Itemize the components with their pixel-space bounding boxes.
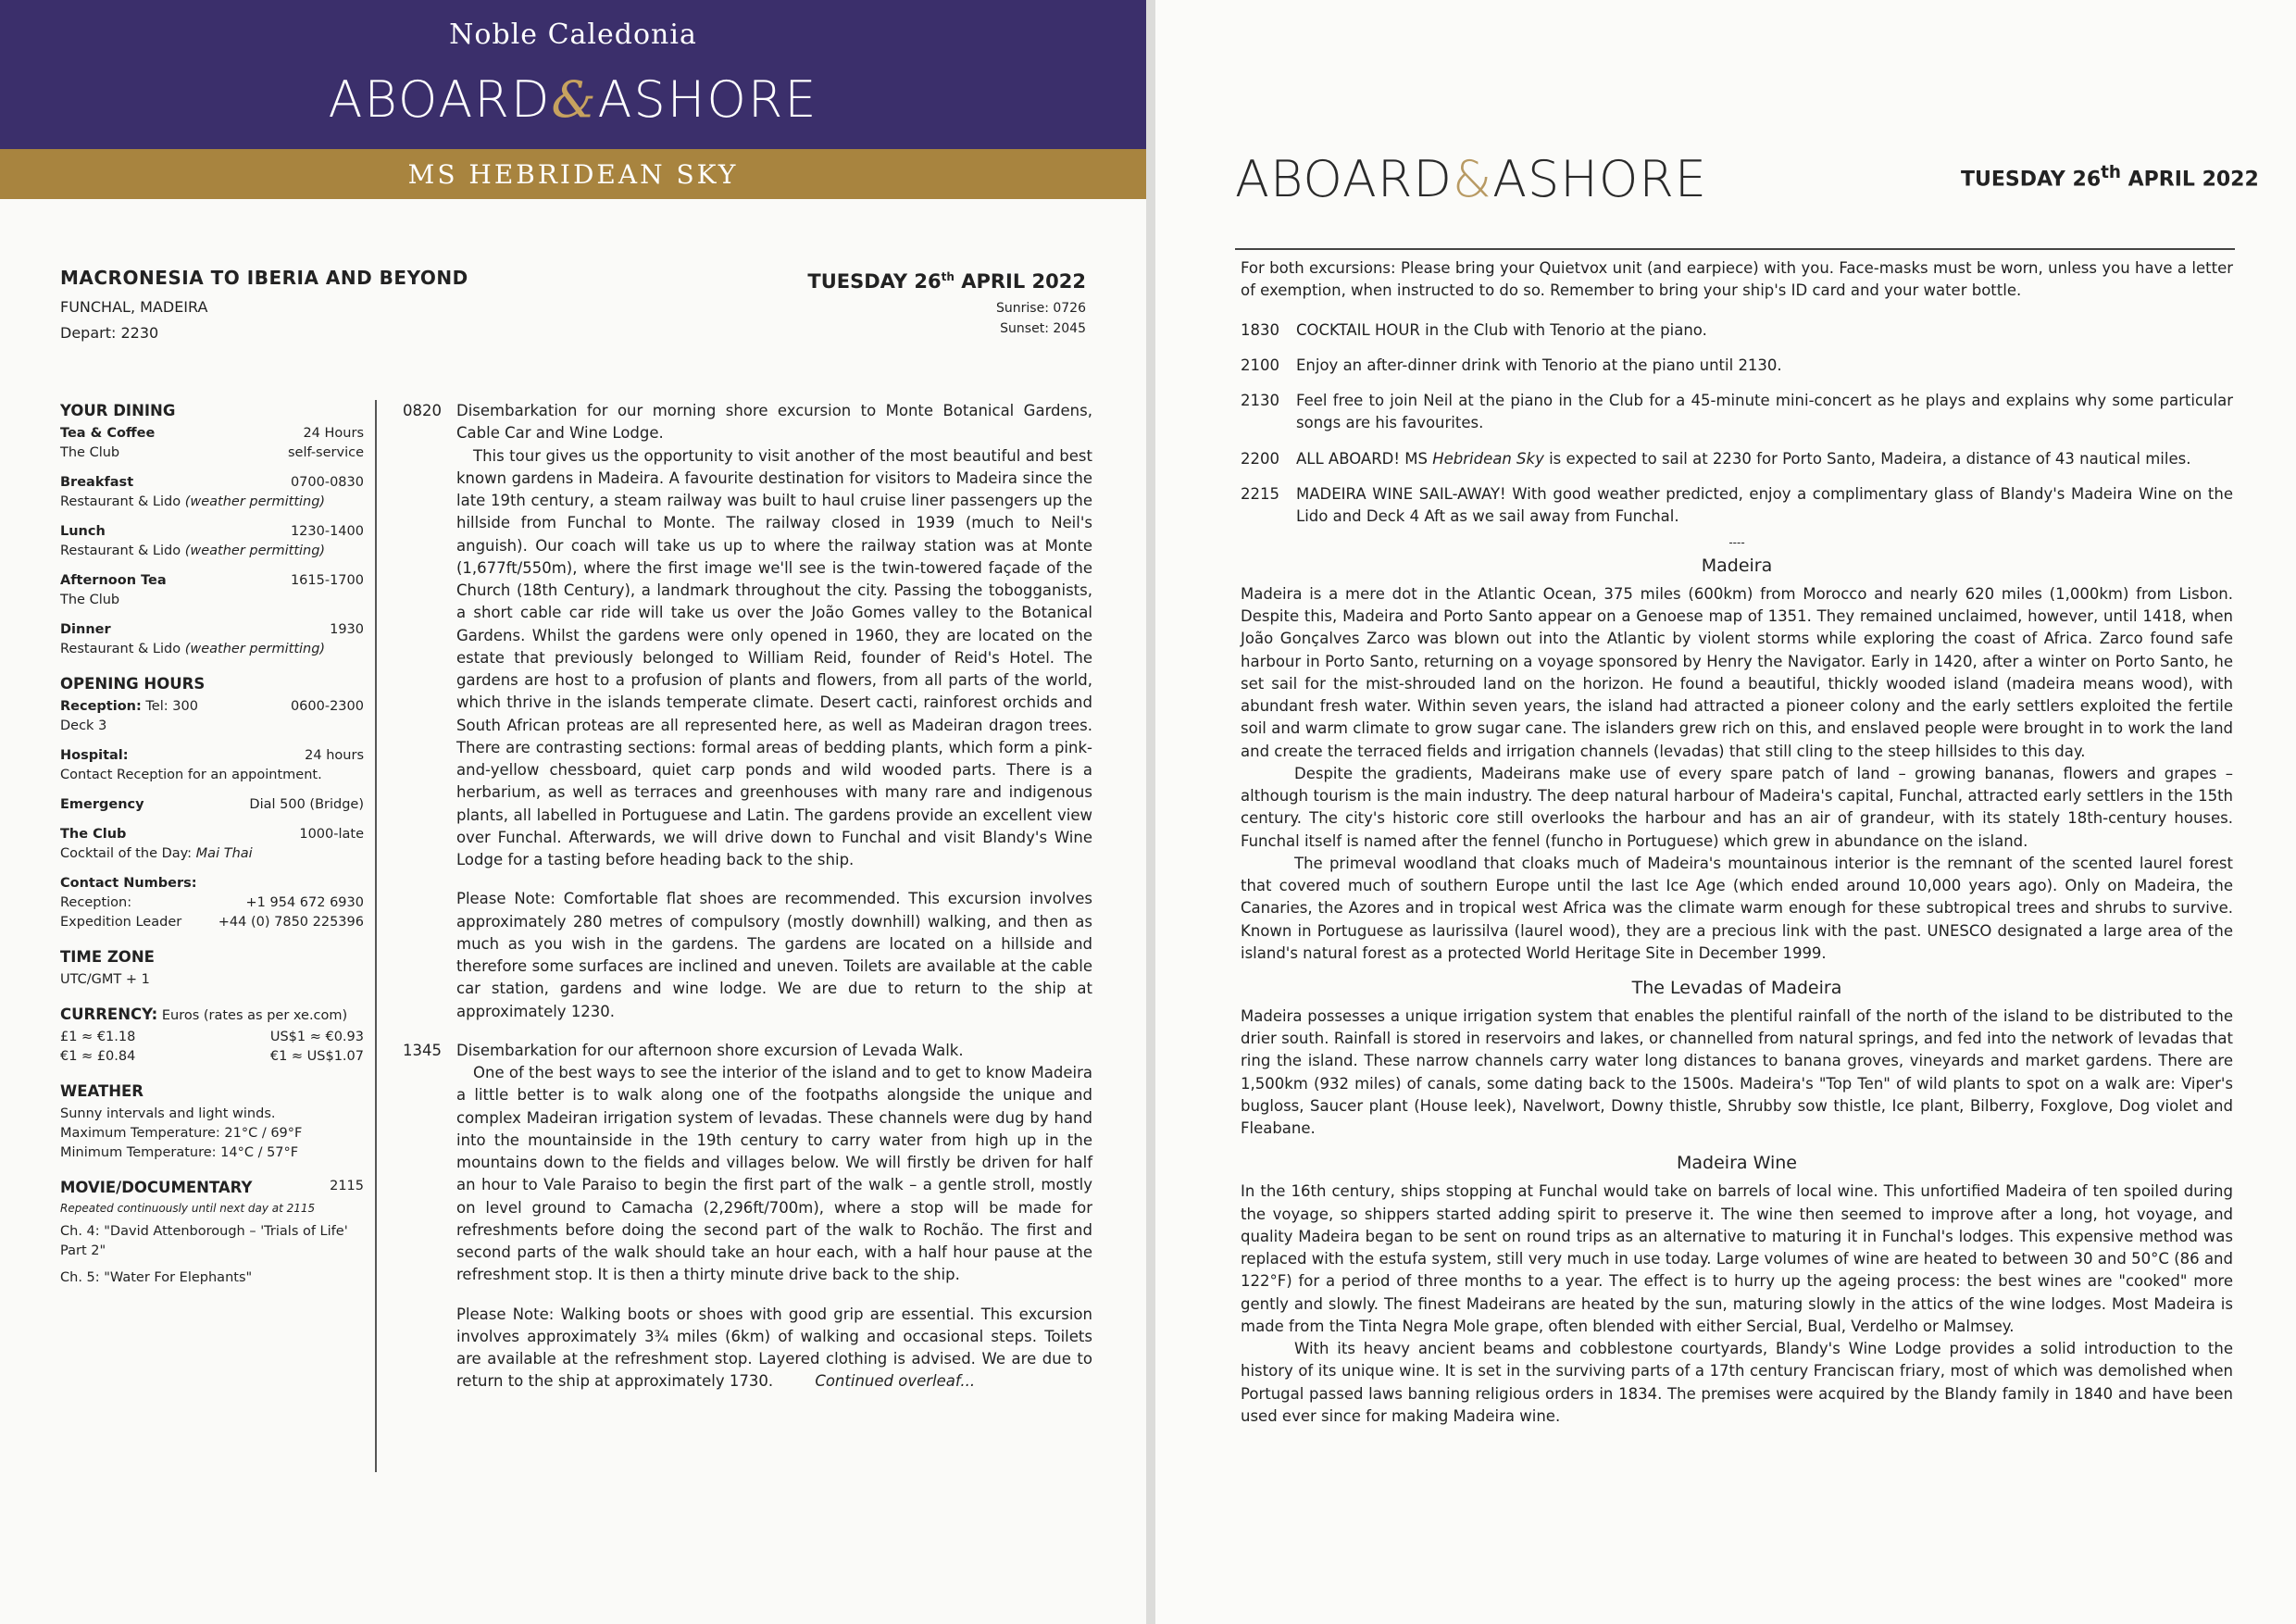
- weather-min: Minimum Temperature: 14°C / 57°F: [60, 1145, 299, 1161]
- levadas-paragraph: Madeira possesses a unique irrigation system that enables the plentiful rainfall of the north of the island to be distributed to the drier south. Rainfall is stored in reservoirs and lakes, or channelled from natural springs, and fed into the network of levadas that ring the island. These narrow channels carry water long distances to banana groves, vineyards and market gardens. There are 1,500km (932 miles) of canals, some dating back to the 1500s. Madeira's "Top Ten" of wild plants to spot on a walk are: Viper's bugloss, Saucer plant (House leek), Navelwort, Downy thistle, Shrubby sow thistle, Ice plant, Bilberry, Foxglove, Dog violet and Fleabane.: [1241, 1006, 2233, 1138]
- section-heading-levadas: The Levadas of Madeira: [1631, 978, 1842, 999]
- currency-heading: CURRENCY: Euros (rates as per xe.com): [60, 1006, 348, 1024]
- movie-channel-5: Ch. 5: "Water For Elephants": [60, 1270, 253, 1286]
- madeira-paragraph-3: The primeval woodland that cloaks much of Madeira's mountainous interior is the remnant of the scented laurel forest that covered much of southern Europe until the last Ice Age (which ended around 10,000 years ago). Only on Madeira, the Canaries, the Azores and in tropical west Africa was the climate warm enough for these subtropical trees and shrubs to survive. Known in Portuguese as laurissilva (laurel wood), they are a precious link with the past. UNESCO designated a large area of the island's natural forest as a protected World Heritage Site in December 1999.: [1241, 854, 2233, 962]
- right-content: [1241, 257, 2233, 1428]
- movie-heading: MOVIE/DOCUMENTARY 2115: [60, 1179, 364, 1197]
- brand-name: Noble Caledonia: [449, 19, 697, 51]
- entry-time: 1345: [403, 1041, 442, 1059]
- title-part-a: ABOARD: [328, 70, 552, 129]
- schedule-entry-2100: 2100 Enjoy an after-dinner drink with Tenorio at the piano until 2130.: [1241, 356, 1782, 374]
- dining-heading: YOUR DINING: [60, 402, 176, 419]
- excursion-name: Monte Botanical Gardens, Cable Car and Wine Lodge: [456, 402, 1092, 443]
- schedule-entry-0820: 0820 Disembarkation for our morning shore excursion to Monte Botanical Gardens, Cable Car and Wine Lodge. This tour gives us the opportunity to visit another of the most beautiful and best known gardens in Madeira. A favourite destination for visitors to Madeira since the late 19th century, a steam railway was built to haul cruise liner passengers up the hillside from Funchal to Monte. The railway closed in 1939 (much to Neil's anguish). Our coach will take us up to where the railway station was at Monte (1,677ft/550m), where the first image we'll see is the twin-towered façade of the Church (18th Century), a landmark throughout the city. Passing the tobogganists, a short cable car ride will take us over the João Gomes valley to the Botanical Gardens. Whilst the gardens were only opened in 1960, they are located on the estate that previously belonged to William Reid, founder of Reid's Hotel. The gardens are host to a profusion of plants and flowers, from all parts of the world, which thrive in the islands temperate climate. Desert cacti, rainforest orchids and South African proteas are all represented here, as well as Madeiran dragon trees. There are contrasting sections: formal areas of bedding plants, which form a pink-and-yellow chessboard, quiet carp ponds and wild wooded parts. There is a herbarium, as well as terraces and greenhouses with many rare and indigenous plants, all labelled in Portuguese and Latin. The gardens provide an excellent view over Funchal. Afterwards, we will drive down to Funchal and visit Blandy's Wine Lodge for a tasting before heading back to the ship.: [403, 400, 1092, 871]
- opening-emergency: Emergency Dial 500 (Bridge): [60, 797, 364, 813]
- weather-summary: Sunny intervals and light winds.: [60, 1106, 276, 1122]
- schedule-entry-1345: 1345 Disembarkation for our afternoon shore excursion of Levada Walk. One of the best ways to see the interior of the island and to get to know Madeira a little better is to walk along one of the footpaths alongside the unique and complex Madeiran irrigation system of levadas. These channels were dug by hand into the mountainside in the 19th century to carry water from high up in the mountains down to the fields and villages below. We will firstly be driven for half an hour to Vale Paraiso to begin the first part of the walk – a gentle stroll, mostly on level ground to Camacha (2,296ft/700m), where a stop will be made for refreshments before doing the second part of the walk to Rochão. The first and second parts of the walk should take an hour each, with a half hour pause at the refreshment stop. It is then a thirty minute drive back to the ship.: [403, 1040, 1092, 1287]
- dining-dinner: Dinner 1930 Restaurant & Lido (weather permitting): [60, 622, 364, 657]
- schedule-entry-2215: 2215 MADEIRA WINE SAIL-AWAY! With good weather predicted, enjoy a complimentary glass of Blandy's Madeira Wine on the Lido and Deck 4 Aft as we sail away from Funchal.: [1241, 484, 2233, 525]
- continued-overleaf: Continued overleaf...: [815, 1372, 976, 1391]
- excursion-reminder: For both excursions: Please bring your Quietvox unit (and earpiece) with you. Face-masks must be worn, unless you have a letter of exemption, when instructed to do so. Remember to bring your ship's ID card and your water bottle.: [1241, 259, 2234, 300]
- opening-hospital: Hospital: 24 hours Contact Reception for an appointment.: [60, 748, 364, 783]
- dining-tea: Tea & Coffee 24 Hours The Club self-service: [60, 425, 364, 460]
- info-sidebar: [60, 400, 364, 1288]
- opening-club: The Club 1000-late Cocktail of the Day: Mai Thai: [60, 827, 364, 862]
- opening-hours-heading: OPENING HOURS: [60, 675, 206, 693]
- contact-numbers: Contact Numbers: Reception: +1 954 672 6930 Expedition Leader +44 (0) 7850 225396: [60, 876, 364, 931]
- opening-reception: Reception: Tel: 300 0600-2300 Deck 3: [60, 699, 364, 734]
- header-rule: [1235, 248, 2235, 250]
- newsletter-title: [0, 70, 1146, 129]
- movie-channel-4: Ch. 4: "David Attenborough – 'Trials of Life' Part 2": [60, 1224, 348, 1259]
- schedule-main: [403, 400, 1092, 1410]
- section-separator: ----: [1728, 536, 1745, 550]
- title-part-b: ASHORE: [597, 70, 818, 129]
- wine-paragraph-1: In the 16th century, ships stopping at Funchal would take on barrels of local wine. This unfortified Madeira of ten spoiled during the voyage, so shippers started adding spirit to preserve it. The wine then seemed to improve after a long, hot voyage, and quality Madeira began to be sent on round trips as an alternative to maturing it in Funchal's lodges. This expensive method was replaced with the estufa system, still very much in use today. Large volumes of wine are heated to between 30 and 50°C (86 and 122°F) for a period of three months to a year. The effect is to hurry up the ageing process: the best wines are "cooked" more gently and slowly. The finest Madeirans are heated by the sun, maturing slowly in the attics of the wine lodges. Most Madeira is made from the Tinta Negra Mole grape, often blended with either Sercial, Bual, Verdelho or Malmsey.: [1241, 1182, 2233, 1335]
- issue-date: TUESDAY 26th APRIL 2022: [807, 270, 1086, 293]
- page-gutter: [1146, 0, 1155, 1624]
- dining-breakfast: Breakfast 0700-0830 Restaurant & Lido (weather permitting): [60, 474, 364, 509]
- depart-time: Depart: 2230: [60, 324, 159, 342]
- sunset: Sunset: 2045: [1000, 321, 1086, 336]
- time-zone-value: UTC/GMT + 1: [60, 972, 150, 988]
- excursion-name: Levada Walk: [862, 1041, 959, 1059]
- currency-row-1: £1 ≈ €1.18 US$1 ≈ €0.93: [60, 1030, 364, 1045]
- schedule-entry-2200: 2200 ALL ABOARD! MS Hebridean Sky is expected to sail at 2230 for Porto Santo, Madeira, a distance of 43 nautical miles.: [1241, 449, 2191, 468]
- right-title: ABOARD&ASHORE: [1235, 150, 1708, 208]
- schedule-entry-1830: 1830 COCKTAIL HOUR in the Club with Tenorio at the piano.: [1241, 320, 1707, 339]
- sunrise: Sunrise: 0726: [996, 301, 1086, 316]
- wine-paragraph-2: With its heavy ancient beams and cobblestone courtyards, Blandy's Wine Lodge provides a solid introduction to the history of its unique wine. It is set in the surviving parts of a 17th century Franciscan friary, most of which was demolished when Portugal passed laws banning religious orders in 1834. The premises were acquired by the Blandy family in 1840 and have been used ever since for making Madeira wine.: [1241, 1340, 2233, 1425]
- section-heading-madeira: Madeira: [1701, 555, 1773, 576]
- excursion-description: This tour gives us the opportunity to visit another of the most beautiful and best known gardens in Madeira. A favourite destination for visitors to Madeira since the late 19th century, a steam railway was built to haul cruise liner passengers up the hillside from Funchal to Monte. The railway closed in 1939 (much to Neil's anguish). Our coach will take us up to where the railway station was at Monte (1,677ft/550m), where the first image we'll see is the twin-towered façade of the Church (18th Century), a landmark throughout the city. Passing the tobogganists, a short cable car ride will take us over the João Gomes valley to the Botanical Gardens. Whilst the gardens were only opened in 1960, they are located on the estate that previously belonged to William Reid, founder of Reid's Hotel. The gardens are host to a profusion of plants and flowers, from all parts of the world, which thrive in the islands temperate climate. Desert cacti, rainforest orchids and South African proteas are all represented here, as well as Madeiran dragon trees. There are contrasting sections: formal areas of bedding plants, which form a pink-and-yellow chessboard, quiet carp ponds and wild wooded parts. There is a herbarium, as well as terraces and greenhouses with many rare and indigenous plants, all labelled in Portuguese and Latin. The gardens provide an excellent view over Funchal. Afterwards, we will drive down to Funchal and visit Blandy's Wine Lodge for a tasting before heading back to the ship.: [456, 446, 1092, 868]
- port-name: FUNCHAL, MADEIRA: [60, 298, 208, 316]
- currency-row-2: €1 ≈ £0.84 €1 ≈ US$1.07: [60, 1049, 364, 1065]
- dining-afternoon-tea: Afternoon Tea 1615-1700 The Club: [60, 573, 364, 608]
- excursion-description: One of the best ways to see the interior of the island and to get to know Madeira a little better is to walk along one of the footpaths alongside the unique and complex Madeiran irrigation system of levadas. These channels were dug by hand into the mountainside in the 19th century to carry water from high up in the mountains down to the fields and villages below. We will firstly be driven for half an hour to Vale Paraiso to begin the first part of the walk – a gentle stroll, mostly on level ground to Camacha (2,296ft/700m), where a stop will be made for refreshments before doing the second part of the walk to Rochão. The first and second parts of the walk should take an hour each, with a half hour pause at the refreshment stop. It is then a thirty minute drive back to the ship.: [456, 1064, 1092, 1284]
- right-date: TUESDAY 26th APRIL 2022: [1961, 163, 2259, 192]
- please-note-1: Please Note: Comfortable flat shoes are recommended. This excursion involves approximately 280 metres of compulsory (mostly downhill) walking, and then as much as you wish in the gardens. The gardens are located on a hillside and therefore some surfaces are inclined and uneven. Toilets are available at the cable car station, gardens and wine lodge. We are due to return to the ship at approximately 1230.: [456, 890, 1092, 1020]
- right-page: [1155, 0, 2296, 1624]
- title-ampersand: &: [551, 70, 598, 129]
- entry-time: 0820: [403, 402, 442, 419]
- masthead: [0, 0, 1146, 149]
- time-zone-heading: TIME ZONE: [60, 948, 155, 967]
- movie-note: Repeated continuously until next day at 2115: [60, 1202, 316, 1216]
- left-page: [0, 0, 1146, 1624]
- weather-heading: WEATHER: [60, 1082, 144, 1101]
- madeira-paragraph-1: Madeira is a mere dot in the Atlantic Ocean, 375 miles (600km) from Morocco and nearly 620 miles (1,000km) from Lisbon. Despite this, Madeira and Porto Santo appear on a Genoese map of 1351. They remained unclaimed, however, until 1418, when João Gonçalves Zarco was blown out into the Atlantic by violent storms while exploring the coast of Africa. Zarco found safe harbour in Porto Santo, returning on a voyage sponsored by Henry the Navigator. Early in 1420, after a winter on Porto Santo, he set sail for the mist-shrouded land on the horizon. He found a beautiful, thickly wooded island (madeira means wood), with abundant fresh water. Within seven years, the island had attracted a pioneer colony and the early settlers exploited the fertile soil and warm climate to grow sugar cane. The islanders grew rich on this, and enslaved people were brought in to work the land and create the terraced fields and irrigation channels (levadas) that still cling to the steep hillsides to this day.: [1241, 584, 2233, 760]
- ship-name: MS HEBRIDEAN SKY: [407, 159, 739, 190]
- section-heading-wine: Madeira Wine: [1677, 1153, 1797, 1174]
- schedule-entry-2130: 2130 Feel free to join Neil at the piano in the Club for a 45-minute mini-concert as he plays and explains why some particular songs are his favourites.: [1241, 392, 2233, 432]
- cruise-name: MACRONESIA TO IBERIA AND BEYOND: [60, 267, 468, 289]
- weather-max: Maximum Temperature: 21°C / 69°F: [60, 1126, 303, 1142]
- dining-lunch: Lunch 1230-1400 Restaurant & Lido (weather permitting): [60, 523, 364, 558]
- ship-banner: [0, 149, 1146, 199]
- please-note-2: Please Note: Walking boots or shoes with good grip are essential. This excursion involves approximately 3¾ miles (6km) of walking and occasional steps. Toilets are available at the refreshment stop. Layered clothing is advised. We are due to return to the ship at approximately 1730. Continued overleaf...: [456, 1305, 1092, 1391]
- madeira-paragraph-2: Despite the gradients, Madeirans make use of every spare patch of land – growing bananas, flowers and grapes – although tourism is the main industry. The deep natural harbour of Madeira's capital, Funchal, attracted early settlers in the 15th century. The city's historic core still overlooks the harbour and has an air of grandeur, with its stately 18th-century houses. Funchal itself is named after the fennel (funcho in Portuguese) which grew in abundance on the island.: [1241, 764, 2233, 850]
- column-divider: [375, 400, 377, 1472]
